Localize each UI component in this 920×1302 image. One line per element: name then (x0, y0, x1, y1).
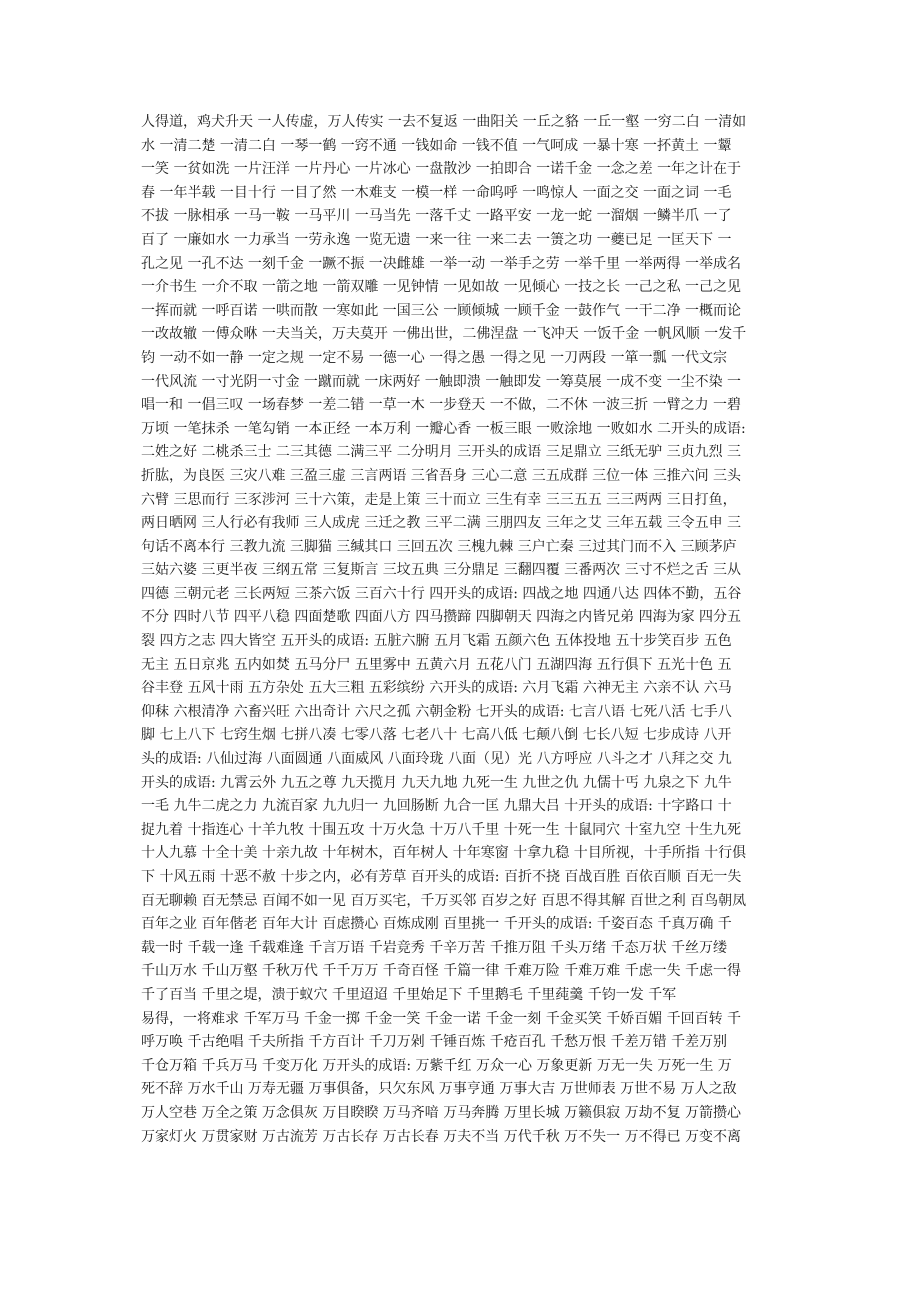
text-line: 万顷 一笔抹杀 一笔勾销 一本正经 一本万利 一瓣心香 一板三眼 一败涂地 一败如水 二开头的成语: (141, 420, 746, 437)
text-line: 人得道，鸡犬升天 一人传虚，万人传实 一去不复返 一曲阳关 一丘之貉 一丘一壑 一穷二白 一清如 (141, 114, 747, 130)
text-line: 无主 五日京兆 五内如焚 五马分尸 五里雾中 五黄六月 五花八门 五湖四海 五行俱下 五光十色 五 (141, 656, 732, 673)
text-line: 一代风流 一寸光阴一寸金 一蹴而就 一床两好 一触即溃 一触即发 一筹莫展 一成不变 一尘不染 一 (141, 373, 742, 390)
text-line: 捉九着 十指连心 十羊九牧 十围五攻 十万火急 十万八千里 十死一生 十鼠同穴 十室九空 十生九死 (141, 821, 742, 838)
text-line: 四德 三朝元老 三长两短 三茶六饭 三百六十行 四开头的成语: 四战之地 四通八达 四体不勤，五谷 (141, 585, 742, 602)
text-line: 一挥而就 一呼百诺 一哄而散 一寒如此 一国三公 一顾倾城 一顾千金 一鼓作气 一干二净 一概而论 (141, 302, 742, 319)
text-line: 百无聊赖 百无禁忌 百闻不如一见 百万买宅，千万买邻 百岁之好 百思不得其解 百世之利 百鸟朝凤 (141, 892, 747, 909)
text-line: 千仓万箱 千兵万马 千变万化 万开头的成语: 万紫千红 万众一心 万象更新 万无一失 万死一生 万 (141, 1057, 732, 1074)
text-line: 死不辞 万水千山 万寿无疆 万事俱备，只欠东风 万事亨通 万事大吉 万世师表 万世不易 万人之敌 (141, 1081, 737, 1098)
text-line: 折肱，为良医 三灾八难 三盈三虚 三言两语 三省吾身 三心二意 三五成群 三位一体 三推六问 三头 (141, 467, 742, 484)
text-line: 两日晒网 三人行必有我师 三人成虎 三迁之教 三平二满 三朋四友 三年之艾 三年五载 三令五申 三 (141, 515, 742, 532)
text-line: 千山万水 千山万壑 千秋万代 千千万万 千奇百怪 千篇一律 千难万险 千难万难 千虑一失 千虑一得 (141, 963, 742, 980)
text-line: 春 一年半载 一目十行 一目了然 一木难支 一模一样 一命呜呼 一鸣惊人 一面之交 一面之词 一毛 (141, 184, 732, 201)
text-line: 二姓之好 二桃杀三士 二三其德 二满三平 二分明月 三开头的成语 三足鼎立 三纸无驴 三贞九烈 三 (141, 444, 742, 461)
text-line: 千了百当 千里之堤，溃于蚁穴 千里迢迢 千里始足下 千里鹅毛 千里莼羹 千钧一发 千军 (141, 986, 677, 1003)
text-line: 仰秣 六根清净 六畜兴旺 六出奇计 六尺之孤 六朝金粉 七开头的成语: 七言八语 七死八活 七手八 (141, 703, 732, 720)
text-line: 载一时 千载一逢 千载难逢 千言万语 千岩竞秀 千辛万苦 千推万阻 千头万绪 千态万状 千丝万缕 (141, 939, 728, 956)
text-line: 万家灯火 万贯家财 万古流芳 万古长存 万古长春 万夫不当 万代千秋 万不失一 万不得已 万变不离 (141, 1128, 742, 1145)
text-line: 一笑 一贫如洗 一片汪洋 一片丹心 一片冰心 一盘散沙 一拍即合 一诺千金 一念之差 一年之计在于 (141, 161, 742, 178)
text-line: 一毛 九牛二虎之力 九流百家 九九归一 九回肠断 九合一匡 九鼎大吕 十开头的成语: 十字路口 十 (141, 798, 732, 815)
text-line: 一改故辙 一傅众咻 一夫当关，万夫莫开 一佛出世，二佛涅盘 一飞冲天 一饭千金 一帆风顺 一发千 (141, 326, 747, 343)
text-line: 孔之见 一孔不达 一刻千金 一蹶不振 一决雌雄 一举一动 一举手之劳 一举千里 一举两得 一举成名 (141, 255, 742, 272)
text-line: 脚 七上八下 七窍生烟 七拼八凑 七零八落 七老八十 七高八低 七颠八倒 七长八短 七步成诗 八开 (141, 727, 732, 744)
text-line: 开头的成语: 九霄云外 九五之尊 九天揽月 九天九地 九死一生 九世之仇 九儒十丐 九泉之下 九牛 (141, 774, 732, 791)
text-line: 不分 四时八节 四平八稳 四面楚歌 四面八方 四马攒蹄 四脚朝天 四海之内皆兄弟 四海为家 四分五 (141, 609, 742, 626)
text-line: 下 十风五雨 十恶不赦 十步之内，必有芳草 百开头的成语: 百折不挠 百战百胜 百依百顺 百无一失 (141, 869, 742, 885)
text-line: 钧 一动不如一静 一定之规 一定不易 一德一心 一得之愚 一得之见 一刀两段 一箪一瓢 一代文宗 (141, 349, 728, 366)
text-line: 水 一清二楚 一清二白 一琴一鹤 一窍不通 一钱如命 一钱不值 一气呵成 一暴十寒 一抔黄土 一颦 (141, 137, 732, 154)
text-line: 一介书生 一介不取 一箭之地 一箭双雕 一见钟情 一见如故 一见倾心 一技之长 一己之私 一己之见 (141, 279, 742, 296)
text-line: 句话不离本行 三教九流 三脚猫 三缄其口 三回五次 三槐九棘 三户亡秦 三过其门而不入 三顾茅庐 (141, 538, 737, 555)
text-line: 头的成语: 八仙过海 八面圆通 八面威风 八面玲珑 八面（见）光 八方呼应 八斗之才 八拜之交 九 (141, 751, 732, 768)
text-line: 易得，一将难求 千军万马 千金一掷 千金一笑 千金一诺 千金一刻 千金买笑 千娇百媚 千回百转 千 (141, 1010, 742, 1027)
text-line: 十人九慕 十全十美 十亲九故 十年树木，百年树人 十年寒窗 十拿九稳 十目所视，十手所指 十行俱 (141, 845, 747, 862)
text-line: 百了 一廉如水 一力承当 一劳永逸 一览无遗 一来一往 一来二去 一箦之功 一夔已足 一匡天下 一 (141, 231, 732, 248)
text-line: 唱一和 一倡三叹 一场春梦 一差二错 一草一木 一步登天 一不做，二不休 一波三折 一臂之力 一碧 (141, 397, 742, 414)
text-line: 呼万唤 千古绝唱 千夫所指 千方百计 千刀万剁 千锤百炼 千疮百孔 千愁万恨 千差万错 千差万别 (141, 1034, 728, 1051)
document-body (141, 111, 781, 1149)
text-line: 谷丰登 五风十雨 五方杂处 五大三粗 五彩缤纷 六开头的成语: 六月飞霜 六神无主 六亲不认 六马 (141, 680, 732, 697)
text-line: 万人空巷 万全之策 万念俱灰 万目睽睽 万马齐喑 万马奔腾 万里长城 万籁俱寂 万劫不复 万箭攒心 (141, 1104, 742, 1121)
text-line: 三姑六婆 三更半夜 三纲五常 三复斯言 三坟五典 三分鼎足 三翻四覆 三番两次 三寸不烂之舌 三从 (141, 562, 742, 579)
text-line: 六臂 三思而行 三豕涉河 三十六策，走是上策 三十而立 三生有幸 三三五五 三三两两 三日打鱼， (141, 491, 737, 508)
text-line: 不拔 一脉相承 一马一鞍 一马平川 一马当先 一落千丈 一路平安 一龙一蛇 一溜烟 一鳞半爪 一了 (141, 208, 732, 225)
text-line: 百年之业 百年偕老 百年大计 百虑攒心 百炼成刚 百里挑一 千开头的成语: 千姿百态 千真万确 千 (141, 916, 732, 933)
text-line: 裂 四方之志 四大皆空 五开头的成语: 五脏六腑 五月飞霜 五颜六色 五体投地 五十步笑百步 五色 (141, 633, 732, 650)
